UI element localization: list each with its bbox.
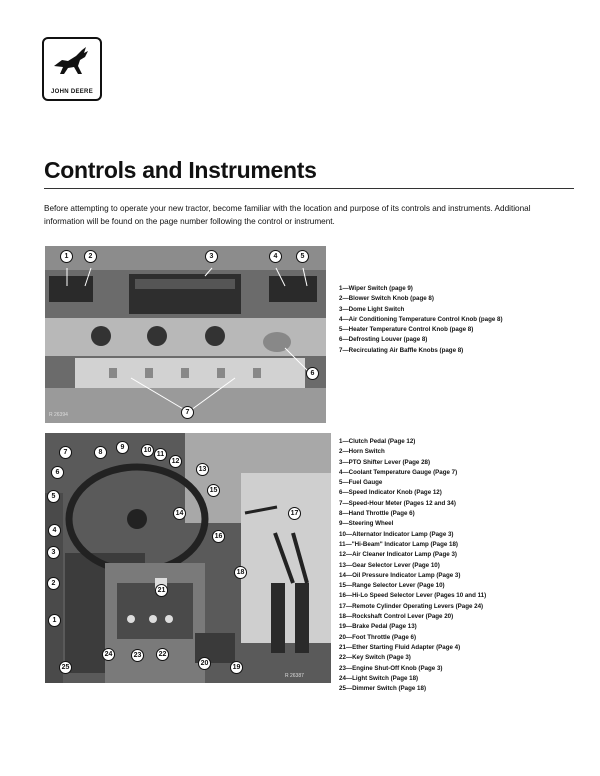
callout-24: 24: [102, 648, 115, 661]
callout-1: 1: [48, 614, 61, 627]
legend-item: 22—Key Switch (Page 3): [339, 654, 411, 662]
callout-4: 4: [269, 250, 282, 263]
callout-1: 1: [60, 250, 73, 263]
callout-5: 5: [296, 250, 309, 263]
callout-3: 3: [205, 250, 218, 263]
callout-7: 7: [181, 406, 194, 419]
callout-6: 6: [306, 367, 319, 380]
photo-id: R 26387: [285, 673, 304, 679]
legend-item: 25—Dimmer Switch (Page 18): [339, 685, 426, 693]
callout-9: 9: [116, 441, 129, 454]
callout-10: 10: [141, 444, 154, 457]
callout-21: 21: [155, 584, 168, 597]
callout-5: 5: [47, 490, 60, 503]
legend-item: 14—Oil Pressure Indicator Lamp (Page 3): [339, 571, 461, 579]
callout-7: 7: [59, 446, 72, 459]
legend-item: 15—Range Selector Lever (Page 10): [339, 582, 445, 590]
legend-item: 5—Fuel Gauge: [339, 479, 383, 487]
legend-item: 21—Ether Starting Fluid Adapter (Page 4): [339, 643, 461, 651]
legend-item: 18—Rockshaft Control Lever (Page 20): [339, 613, 454, 621]
callout-2: 2: [47, 577, 60, 590]
john-deere-logo: [42, 37, 102, 101]
callout-14: 14: [173, 507, 186, 520]
callout-13: 13: [196, 463, 209, 476]
page-title: Controls and Instruments: [44, 157, 317, 183]
legend-item: 5—Heater Temperature Control Knob (page 8): [339, 326, 474, 334]
callout-25: 25: [59, 661, 72, 674]
callout-12: 12: [169, 455, 182, 468]
callout-23: 23: [131, 649, 144, 662]
legend-item: 19—Brake Pedal (Page 13): [339, 623, 417, 631]
operator-station-photo: [45, 433, 331, 683]
callout-17: 17: [288, 507, 301, 520]
legend-item: 2—Horn Switch: [339, 448, 385, 456]
callout-16: 16: [212, 530, 225, 543]
callout-4: 4: [48, 524, 61, 537]
legend-item: 10—Alternator Indicator Lamp (Page 3): [339, 530, 454, 538]
legend-item: 9—Steering Wheel: [339, 520, 394, 528]
legend-item: 12—Air Cleaner Indicator Lamp (Page 3): [339, 551, 457, 559]
cab-roof-panel-photo: [45, 246, 326, 423]
callout-20: 20: [198, 657, 211, 670]
callout-11: 11: [154, 448, 167, 461]
legend-item: 6—Defrosting Louver (page 8): [339, 336, 428, 344]
legend-item: 1—Wiper Switch (page 9): [339, 285, 413, 292]
roof-controls-legend: [339, 284, 539, 356]
photo-id: R 26394: [49, 412, 68, 418]
legend-item: 3—PTO Shifter Lever (Page 28): [339, 458, 431, 466]
legend-item: 1—Clutch Pedal (Page 12): [339, 438, 416, 445]
legend-item: 2—Blower Switch Knob (page 8): [339, 295, 434, 303]
callout-8: 8: [94, 446, 107, 459]
legend-item: 11—"Hi-Beam" Indicator Lamp (Page 18): [339, 540, 458, 548]
callout-18: 18: [234, 566, 247, 579]
callout-3: 3: [47, 546, 60, 559]
intro-paragraph: Before attempting to operate your new tractor, become familiar with the location and purpose of its controls and instruments. Additional information will be found on the page number following the control or instrument.: [44, 204, 531, 226]
logo-text: JOHN DEERE: [50, 89, 93, 95]
legend-item: 16—Hi-Lo Speed Selector Lever (Pages 10 and 11): [339, 592, 487, 600]
legend-item: 7—Speed-Hour Meter (Pages 12 and 34): [339, 499, 456, 507]
legend-item: 20—Foot Throttle (Page 6): [339, 633, 417, 641]
deer-icon: [50, 44, 94, 78]
legend-item: 4—Air Conditioning Temperature Control Knob (page 8): [339, 315, 503, 323]
callout-15: 15: [207, 484, 220, 497]
legend-item: 4—Coolant Temperature Gauge (Page 7): [339, 468, 458, 476]
operator-controls-legend: [339, 437, 549, 694]
legend-item: 13—Gear Selector Lever (Page 10): [339, 561, 440, 569]
callout-6: 6: [51, 466, 64, 479]
callout-2: 2: [84, 250, 97, 263]
legend-item: 17—Remote Cylinder Operating Levers (Page 24): [339, 602, 484, 610]
legend-item: 8—Hand Throttle (Page 6): [339, 510, 415, 518]
callout-22: 22: [156, 648, 169, 661]
legend-item: 7—Recirculating Air Baffle Knobs (page 8): [339, 346, 464, 354]
callout-19: 19: [230, 661, 243, 674]
legend-item: 24—Light Switch (Page 18): [339, 674, 419, 682]
legend-item: 23—Engine Shut-Off Knob (Page 3): [339, 664, 443, 672]
title-divider: [44, 188, 574, 189]
legend-item: 3—Dome Light Switch: [339, 305, 405, 313]
legend-item: 6—Speed Indicator Knob (Page 12): [339, 489, 442, 497]
